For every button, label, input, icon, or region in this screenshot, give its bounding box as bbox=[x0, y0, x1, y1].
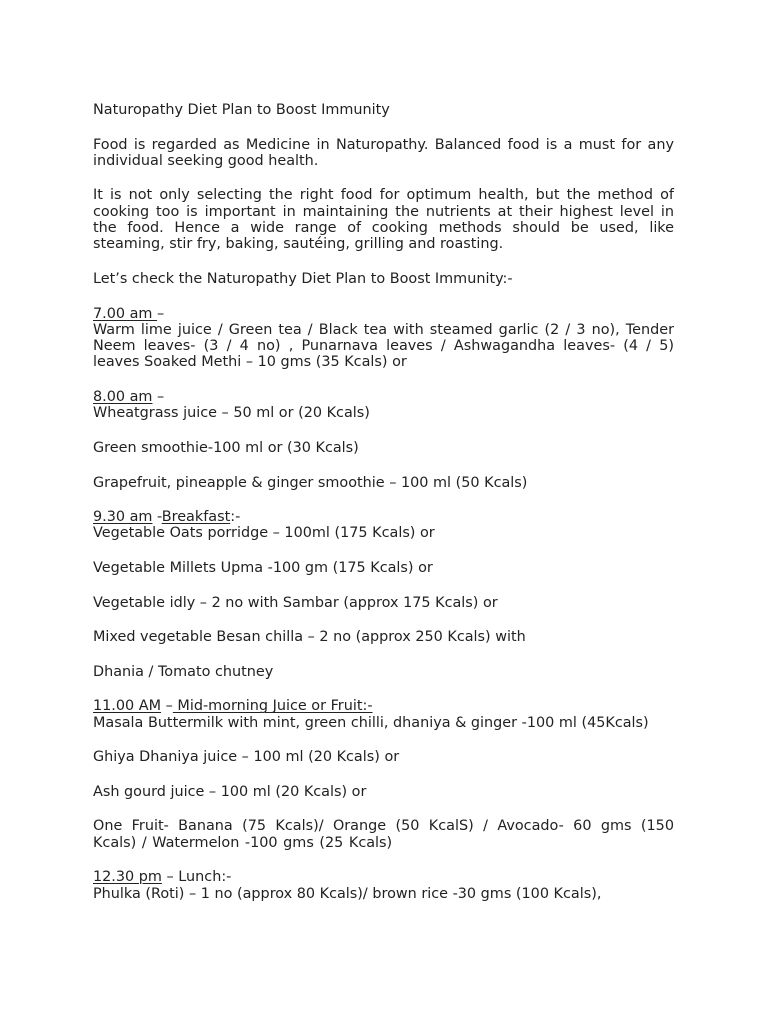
list-item: Ghiya Dhaniya juice – 100 ml (20 Kcals) or bbox=[93, 749, 400, 766]
schedule-8am-heading bbox=[93, 389, 674, 405]
list-item: Ash gourd juice – 100 ml (20 Kcals) or bbox=[93, 783, 367, 800]
time-separator: – Lunch:- bbox=[161, 869, 232, 886]
list-item: Phulka (Roti) – 1 no (approx 80 Kcals)/ brown rice -30 gms (100 Kcals), bbox=[93, 885, 602, 902]
list-item: Green smoothie-100 ml or (30 Kcals) bbox=[93, 439, 359, 456]
list-item: Wheatgrass juice – 50 ml or (20 Kcals) bbox=[93, 405, 370, 422]
time-label: 7.00 am bbox=[93, 305, 158, 322]
list-item: One Fruit- Banana (75 Kcals)/ Orange (50 KcalS) / Avocado- 60 gms (150 Kcals) / Watermelon -100 gms (25 Kcals) bbox=[93, 818, 674, 851]
schedule-930am-heading bbox=[93, 509, 674, 525]
time-label: 12.30 pm bbox=[93, 869, 162, 886]
schedule-7am-heading bbox=[93, 306, 674, 322]
time-separator: – bbox=[157, 305, 165, 322]
meal-label-suffix: :- bbox=[230, 509, 241, 526]
schedule-8am-heading-block bbox=[93, 389, 674, 422]
list-item: Mixed vegetable Besan chilla – 2 no (approx 250 Kcals) with bbox=[93, 629, 526, 646]
document-title: Naturopathy Diet Plan to Boost Immunity bbox=[93, 102, 390, 118]
time-label: 8.00 am bbox=[93, 389, 153, 406]
meal-label: Breakfast bbox=[161, 509, 231, 526]
time-label: 11.00 AM bbox=[93, 698, 162, 715]
list-item: Vegetable idly – 2 no with Sambar (approx 175 Kcals) or bbox=[93, 594, 498, 611]
schedule-7am bbox=[93, 306, 674, 371]
intro-paragraph-2: It is not only selecting the right food for optimum health, but the method of cooking too is important in maintaining the nutrients at their highest level in the food. Hence a wide range of cooking methods should be used, like steaming, stir fry, baking, sautéing, grilling and roasting. bbox=[93, 187, 674, 253]
schedule-1230pm bbox=[93, 869, 674, 902]
list-item: Vegetable Millets Upma -100 gm (175 Kcals) or bbox=[93, 560, 433, 577]
intro-paragraph-1: Food is regarded as Medicine in Naturopathy. Balanced food is a must for any individual seeking good health. bbox=[93, 136, 674, 169]
schedule-11am-heading-block bbox=[93, 698, 674, 731]
schedule-1230pm-heading bbox=[93, 869, 674, 885]
list-item: Masala Buttermilk with mint, green chilli, dhaniya & ginger -100 ml (45Kcals) bbox=[93, 714, 649, 731]
list-item: Vegetable Oats porridge – 100ml (175 Kcals) or bbox=[93, 525, 435, 542]
list-item: Dhania / Tomato chutney bbox=[93, 663, 274, 680]
list-item: Grapefruit, pineapple & ginger smoothie – 100 ml (50 Kcals) bbox=[93, 474, 528, 491]
meal-label: Mid-morning Juice or Fruit:- bbox=[172, 698, 373, 715]
intro-paragraph-3: Let’s check the Naturopathy Diet Plan to Boost Immunity:- bbox=[93, 270, 513, 287]
time-separator: - bbox=[152, 509, 162, 526]
schedule-930am-heading-block bbox=[93, 509, 674, 542]
time-separator: – bbox=[152, 389, 165, 406]
time-label: 9.30 am bbox=[93, 509, 153, 526]
time-separator: – bbox=[161, 698, 173, 715]
schedule-11am-heading bbox=[93, 698, 674, 714]
schedule-7am-text: Warm lime juice / Green tea / Black tea with steamed garlic (2 / 3 no), Tender Neem leaves- (3 / 4 no) , Punarnava leaves / Ashwagandha leaves- (4 / 5) leaves Soaked Methi – 10 gms (35 Kcals) or bbox=[93, 321, 674, 371]
document-page bbox=[93, 102, 674, 920]
